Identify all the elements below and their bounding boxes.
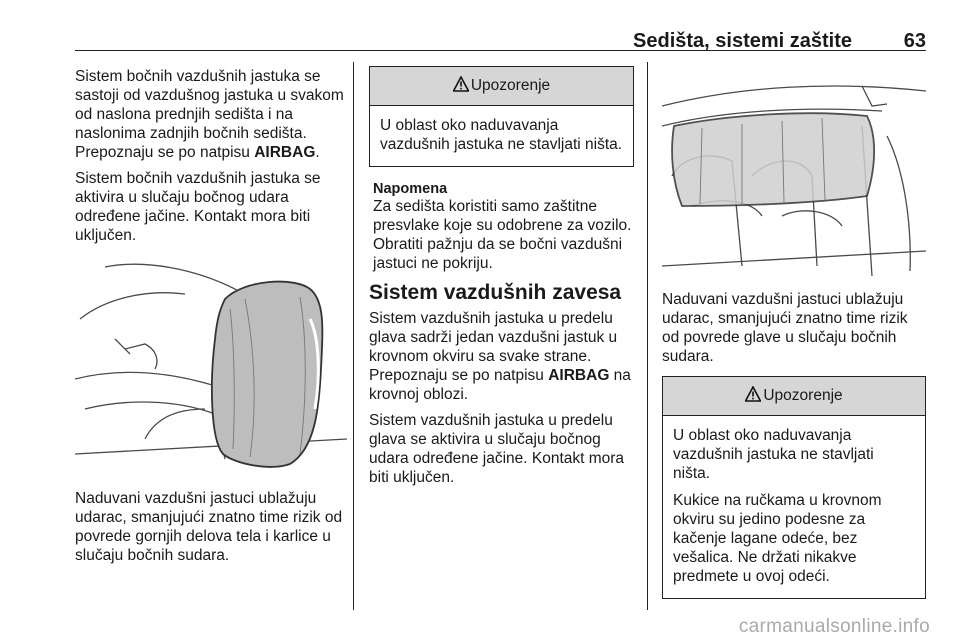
warning-header xyxy=(663,377,925,416)
seat-airbag-illustration xyxy=(75,259,347,469)
airbag-label: AIRBAG xyxy=(548,367,610,384)
note-title: Napomena xyxy=(373,181,448,197)
warning-box xyxy=(369,66,634,167)
column-3 xyxy=(662,66,926,613)
warning-triangle-icon xyxy=(745,386,761,402)
warning-text: U oblast oko naduvavanja vazdušnih jastuka ne stavljati ništa. xyxy=(673,427,874,482)
airbag-label: AIRBAG xyxy=(254,144,316,161)
column-2 xyxy=(369,66,634,494)
curtain-airbag-activation: Sistem vazdušnih jastuka u predelu glava se aktivira u slučaju bočnog udara određene jačine. Kontakt mora biti uključen. xyxy=(369,412,625,486)
figure-caption-curtain: Naduvani vazdušni jastuci ublažuju udarac, smanjujući znatno time rizik od povrede glave u slučaju bočnih sudara. xyxy=(662,291,908,365)
page-header-title: Sedišta, sistemi zaštite xyxy=(633,30,852,52)
column-1 xyxy=(75,67,347,572)
figure-caption-side: Naduvani vazdušni jastuci ublažuju udarac, smanjujući znatno time rizik od povrede gornjih delova tela i karlice u slučaju bočnih sudara. xyxy=(75,490,343,564)
column-divider-left xyxy=(353,62,354,610)
warning-triangle-icon xyxy=(453,76,469,92)
curtain-airbag-intro: Sistem vazdušnih jastuka u predelu glava sadrži jedan vazdušni jastuk u krovnom okviru sa svake strane. Prepoznaju se po natpisu AIRBAG na krovnoj oblozi. xyxy=(369,310,631,403)
warning-box xyxy=(662,376,926,599)
warning-text: U oblast oko naduvavanja vazdušnih jastuka ne stavljati ništa. xyxy=(380,117,623,153)
page-number: 63 xyxy=(903,30,926,52)
side-airbag-activation: Sistem bočnih vazdušnih jastuka se aktivira u slučaju bočnog udara određene jačine. Kontakt mora biti uključen. xyxy=(75,170,321,244)
note-text: Za sedišta koristiti samo zaštitne presvlake koje su odobrene za vozilo. Obratiti pažnju da se bočni vazdušni jastuci ne pokriju. xyxy=(373,198,632,272)
header-rule xyxy=(75,50,926,51)
section-title: Sistem vazdušnih zavesa xyxy=(369,281,622,304)
warning-title: Upozorenje xyxy=(470,77,551,94)
note-block xyxy=(369,181,634,273)
warning-title: Upozorenje xyxy=(763,387,843,404)
curtain-airbag-illustration xyxy=(662,66,926,278)
side-airbag-intro: Sistem bočnih vazdušnih jastuka se sastoji od vazdušnog jastuka u svakom od naslona prednjih sedišta i na naslonima zadnjih bočnih sedišta. Prepoznaju se po natpisu AIRBAG. xyxy=(75,68,344,161)
watermark: carmanualsonline.info xyxy=(738,616,930,637)
column-divider-right xyxy=(647,62,648,610)
warning-header xyxy=(370,67,633,106)
warning-text-hooks: Kukice na ručkama u krovnom okviru su jedino podesne za kačenje lagane odeće, bez vešalica. Ne držati nikakve predmete u ovoj odeći. xyxy=(673,492,882,585)
